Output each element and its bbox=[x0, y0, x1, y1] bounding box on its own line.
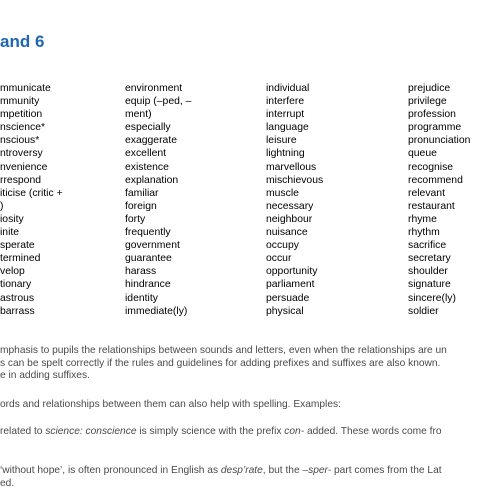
word-column-2 bbox=[125, 82, 191, 318]
word-item: shoulder bbox=[408, 266, 448, 278]
paragraph-line: ‘without hope’, is often pronounced in English as desp’rate, but the –sper- part comes from the Lat bbox=[0, 465, 442, 476]
word-item: harass bbox=[125, 266, 157, 278]
word-item: parliament bbox=[266, 279, 315, 291]
word-item: exaggerate bbox=[125, 135, 177, 147]
word-item: sperate bbox=[0, 240, 35, 252]
word-item: ) bbox=[0, 200, 4, 212]
word-item: pronunciation bbox=[408, 135, 471, 147]
paragraph-relationships bbox=[0, 399, 341, 412]
word-item: profession bbox=[408, 109, 456, 121]
word-item: mpetition bbox=[0, 109, 43, 121]
paragraph-line: ords and relationships between them can also help with spelling. Examples: bbox=[0, 399, 341, 410]
word-item: foreign bbox=[125, 200, 157, 212]
section-heading: and 6 bbox=[0, 32, 45, 51]
word-item: signature bbox=[408, 279, 451, 291]
word-item: excellent bbox=[125, 148, 167, 160]
word-item: interrupt bbox=[266, 109, 305, 121]
word-item: interfere bbox=[266, 96, 305, 108]
word-column-3 bbox=[266, 82, 323, 318]
word-item: lightning bbox=[266, 148, 305, 160]
word-item: immediate(ly) bbox=[125, 305, 188, 317]
word-item: nvenience bbox=[0, 161, 48, 173]
word-item: mmunicate bbox=[0, 83, 51, 94]
word-item: leisure bbox=[266, 135, 297, 147]
word-item: necessary bbox=[266, 200, 314, 212]
word-item: tionary bbox=[0, 279, 32, 291]
word-item: physical bbox=[266, 305, 304, 317]
word-item: soldier bbox=[408, 305, 439, 317]
word-item: nscious* bbox=[0, 135, 40, 147]
word-item: velop bbox=[0, 266, 25, 278]
word-item: secretary bbox=[408, 253, 451, 265]
word-item: programme bbox=[408, 122, 462, 134]
word-item: individual bbox=[266, 83, 310, 94]
word-item: guarantee bbox=[125, 253, 172, 265]
word-item: barrass bbox=[0, 305, 35, 317]
paragraph-line: e in adding suffixes. bbox=[0, 370, 90, 382]
word-item: neighbour bbox=[266, 213, 313, 225]
word-item: iticise (critic + bbox=[0, 187, 63, 199]
word-item: recommend bbox=[408, 174, 463, 186]
word-item: ment) bbox=[125, 109, 152, 121]
paragraph-sounds-letters bbox=[0, 345, 447, 383]
word-item: explanation bbox=[125, 174, 179, 186]
word-item: opportunity bbox=[266, 266, 318, 278]
word-item: nuisance bbox=[266, 227, 308, 239]
word-item: termined bbox=[0, 253, 41, 265]
word-item: recognise bbox=[408, 161, 454, 173]
word-item: especially bbox=[125, 122, 171, 134]
word-item: occupy bbox=[266, 240, 299, 252]
word-item: restaurant bbox=[408, 200, 455, 212]
word-item: hindrance bbox=[125, 279, 171, 291]
paragraph-conscience-example bbox=[0, 426, 442, 439]
word-item: ntroversy bbox=[0, 148, 43, 160]
word-item: forty bbox=[125, 213, 146, 225]
word-item: frequently bbox=[125, 227, 171, 239]
word-item: muscle bbox=[266, 187, 299, 199]
paragraph-line: s can be spelt correctly if the rules and guidelines for adding prefixes and suffixes are also known. bbox=[0, 357, 441, 369]
paragraph-line: related to science: conscience is simply science with the prefix con- added. These words come fro bbox=[0, 426, 442, 437]
word-item: mischievous bbox=[266, 174, 324, 186]
word-item: relevant bbox=[408, 187, 445, 199]
word-item: existence bbox=[125, 161, 169, 173]
word-item: privilege bbox=[408, 96, 447, 108]
word-column-1 bbox=[0, 82, 63, 318]
word-item: persuade bbox=[266, 292, 310, 304]
word-item: language bbox=[266, 122, 309, 134]
word-item: queue bbox=[408, 148, 437, 160]
word-item: mmunity bbox=[0, 96, 40, 108]
word-item: sacrifice bbox=[408, 240, 447, 252]
word-column-4 bbox=[408, 82, 470, 318]
word-item: government bbox=[125, 240, 180, 252]
word-item: environment bbox=[125, 83, 183, 94]
paragraph-desperate-example bbox=[0, 465, 442, 490]
word-item: identity bbox=[125, 292, 158, 304]
word-item: inite bbox=[0, 227, 20, 239]
word-item: marvellous bbox=[266, 161, 317, 173]
word-item: astrous bbox=[0, 292, 35, 304]
word-item: nscience* bbox=[0, 122, 46, 134]
word-item: rrespond bbox=[0, 174, 42, 186]
word-item: rhyme bbox=[408, 213, 437, 225]
word-item: occur bbox=[266, 253, 292, 265]
paragraph-line: ed. bbox=[0, 477, 15, 489]
word-item: rhythm bbox=[408, 227, 440, 239]
paragraph-line: mphasis to pupils the relationships between sounds and letters, even when the relationships are un bbox=[0, 345, 447, 356]
word-item: equip (–ped, – bbox=[125, 96, 192, 108]
word-item: sincere(ly) bbox=[408, 292, 456, 304]
word-item: iosity bbox=[0, 213, 24, 225]
word-item: familiar bbox=[125, 187, 159, 199]
word-item: prejudice bbox=[408, 83, 451, 94]
